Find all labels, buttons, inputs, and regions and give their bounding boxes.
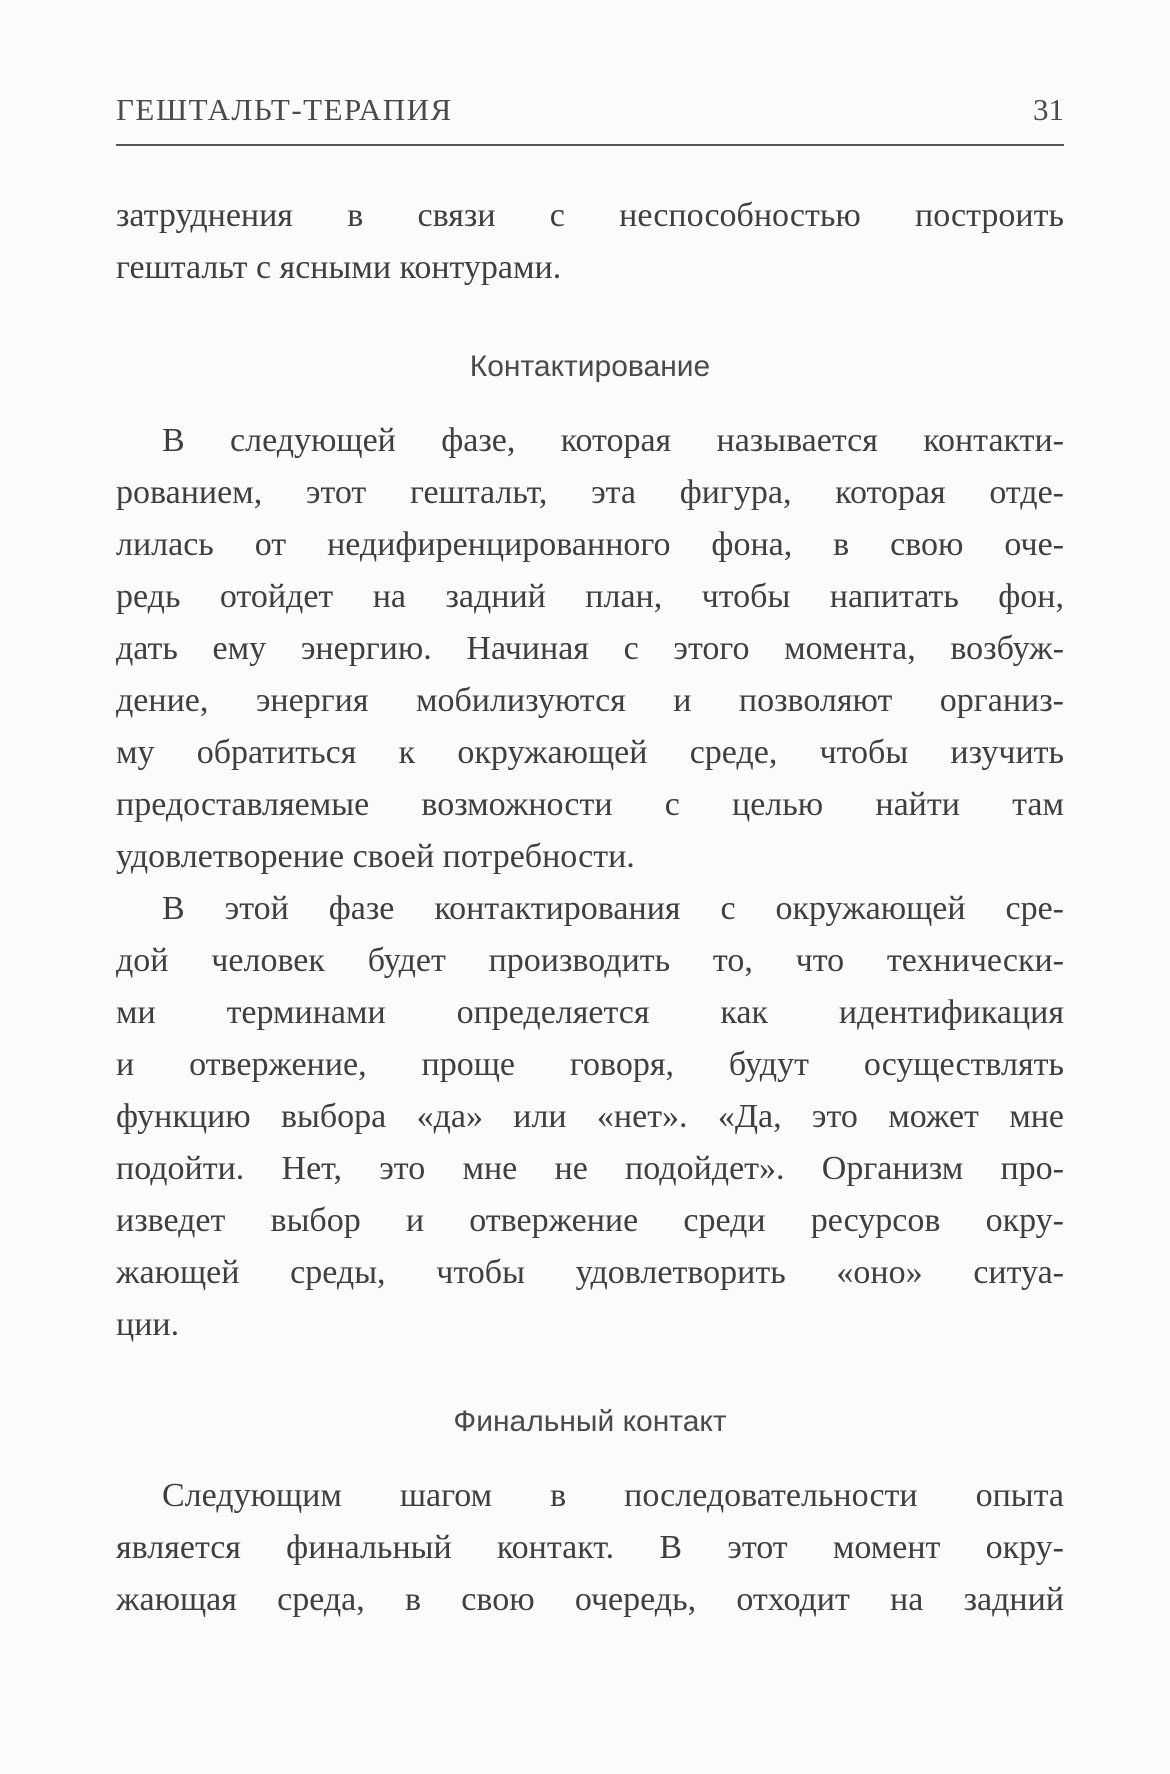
section-heading-contacting: Контактирование xyxy=(469,350,711,383)
text-line: функцию выбора «да» или «нет». «Да, это может мне xyxy=(116,1098,1064,1135)
header-rule xyxy=(116,144,1064,146)
text-line: лилась от недифиренцированного фона, в свою оче- xyxy=(116,526,1064,563)
running-head-title: ГЕШТАЛЬТ-ТЕРАПИЯ xyxy=(116,92,453,127)
text-line: подойти. Нет, это мне не подойдет». Организм про- xyxy=(116,1150,1064,1187)
text-line: затруднения в связи с неспособностью построить xyxy=(116,197,1064,234)
page-number: 31 xyxy=(1033,92,1064,127)
text-line: В следующей фазе, которая называется контакти- xyxy=(162,422,1064,459)
paragraph xyxy=(116,415,1064,883)
paragraph xyxy=(116,1470,1064,1626)
text-line: дать ему энергию. Начиная с этого момента, возбуж- xyxy=(116,630,1064,667)
text-line: редь отойдет на задний план, чтобы напитать фон, xyxy=(116,578,1064,615)
text-line: жающей среды, чтобы удовлетворить «оно» ситуа- xyxy=(116,1254,1064,1291)
text-line: удовлетворение своей потребности. xyxy=(116,838,635,875)
text-line: Следующим шагом в последовательности опыта xyxy=(162,1477,1064,1514)
text-line: дение, энергия мобилизуются и позволяют организ- xyxy=(116,682,1064,719)
text-line: дой человек будет производить то, что технически- xyxy=(116,942,1064,979)
text-line: В этой фазе контактирования с окружающей сре- xyxy=(162,890,1064,927)
text-line: гештальт с ясными контурами. xyxy=(116,249,562,286)
text-line: является финальный контакт. В этот момент окру- xyxy=(116,1529,1064,1566)
section-final-contact-body xyxy=(116,1470,1064,1626)
continuation-paragraph xyxy=(116,190,1064,294)
text-line: изведет выбор и отвержение среди ресурсов окру- xyxy=(116,1202,1064,1239)
running-head xyxy=(116,88,1064,136)
text-line: рованием, этот гештальт, эта фигура, которая отде- xyxy=(116,474,1064,511)
text-line: жающая среда, в свою очередь, отходит на задний xyxy=(116,1581,1064,1618)
section-heading-final-contact: Финальный контакт xyxy=(453,1405,727,1438)
paragraph xyxy=(116,883,1064,1351)
text-line: и отвержение, проще говоря, будут осуществлять xyxy=(116,1046,1064,1083)
text-line: му обратиться к окружающей среде, чтобы изучить xyxy=(116,734,1064,771)
section-contacting-body xyxy=(116,415,1064,1351)
text-line: ми терминами определяется как идентификация xyxy=(116,994,1064,1031)
text-line: ции. xyxy=(116,1306,180,1343)
text-line: предоставляемые возможности с целью найти там xyxy=(116,786,1064,823)
